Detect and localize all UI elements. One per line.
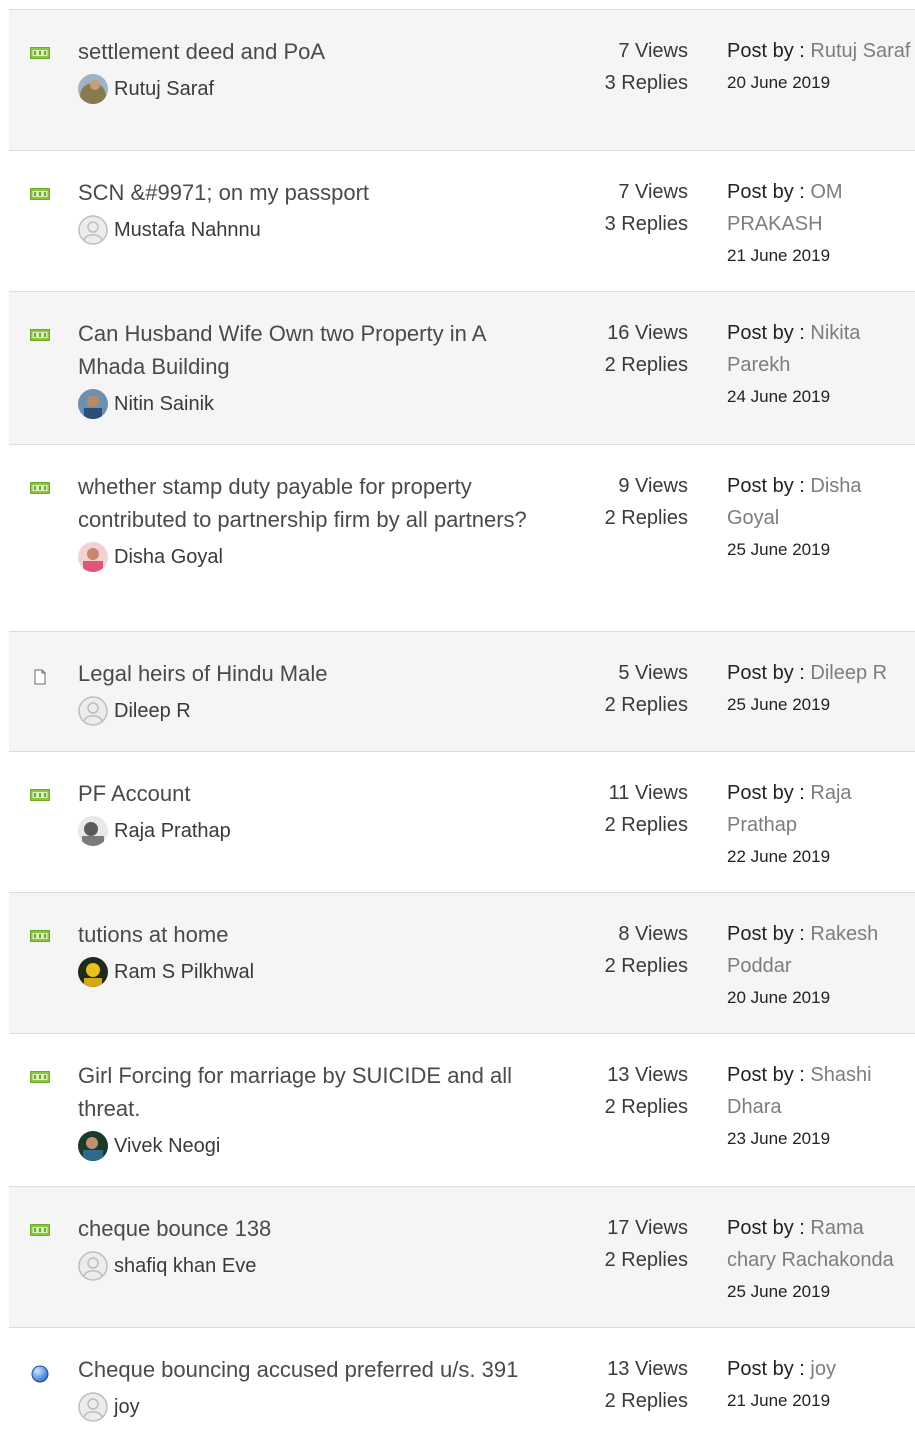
thread-title-link[interactable]: Cheque bouncing accused preferred u/s. 391: [78, 1357, 519, 1382]
thread-topic: [78, 35, 558, 104]
post-date: 20 June 2019: [727, 73, 831, 92]
thread-topic: [78, 1212, 558, 1281]
post-date: 25 June 2019: [727, 1282, 831, 1301]
poster-link[interactable]: Dileep R: [810, 662, 888, 684]
views-label: Views: [635, 1358, 688, 1380]
avatar: [78, 542, 108, 572]
views-label: Views: [635, 475, 688, 497]
replies-count: 2: [604, 1390, 616, 1412]
new-badge-icon: [30, 188, 50, 202]
poster-link[interactable]: Disha Goyal: [727, 475, 862, 529]
post-by-label: Post by :: [727, 662, 805, 684]
new-badge-icon: [30, 1071, 50, 1085]
default-avatar-icon: [78, 1251, 108, 1281]
thread-author[interactable]: [78, 816, 558, 846]
replies-label: Replies: [621, 354, 688, 376]
post-date: 25 June 2019: [727, 695, 831, 714]
thread-topic: [78, 1353, 558, 1422]
default-avatar-icon: [78, 215, 108, 245]
thread-stats: [569, 657, 688, 721]
thread-row: [9, 1328, 915, 1448]
replies-count: 2: [604, 1096, 616, 1118]
thread-title-link[interactable]: whether stamp duty payable for property contributed to partnership firm by all partners?: [78, 474, 527, 532]
thread-meta: [727, 918, 915, 1014]
replies-count: 2: [604, 955, 616, 977]
author-name: Nitin Sainik: [114, 392, 215, 415]
new-badge-icon: [30, 482, 50, 496]
post-date: 21 June 2019: [727, 1391, 831, 1410]
views-count: 17: [607, 1217, 630, 1239]
views-count: 9: [618, 475, 630, 497]
thread-author[interactable]: [78, 389, 558, 419]
replies-label: Replies: [621, 507, 688, 529]
views-label: Views: [635, 923, 688, 945]
author-name: Mustafa Nahnnu: [114, 218, 261, 241]
thread-row: [9, 893, 915, 1034]
replies-label: Replies: [621, 213, 688, 235]
thread-author[interactable]: [78, 696, 558, 726]
thread-title-link[interactable]: Can Husband Wife Own two Property in A Mhada Building: [78, 321, 486, 379]
post-by-label: Post by :: [727, 322, 805, 344]
author-name: joy: [114, 1395, 140, 1418]
post-by-label: Post by :: [727, 923, 805, 945]
thread-topic: [78, 1059, 558, 1161]
thread-title-link[interactable]: Legal heirs of Hindu Male: [78, 661, 328, 686]
question-globe-icon: [30, 1365, 50, 1379]
replies-count: 3: [604, 213, 616, 235]
thread-row: [9, 1187, 915, 1328]
thread-author[interactable]: [78, 1131, 558, 1161]
author-name: Raja Prathap: [114, 819, 231, 842]
thread-topic: [78, 176, 558, 245]
avatar: [78, 1131, 108, 1161]
poster-link[interactable]: joy: [810, 1358, 836, 1380]
default-avatar-icon: [78, 1392, 108, 1422]
thread-meta: [727, 470, 915, 566]
thread-row: [9, 10, 915, 151]
thread-topic: [78, 918, 558, 987]
thread-stats: [569, 317, 688, 381]
new-badge-icon: [30, 329, 50, 343]
thread-title-link[interactable]: Girl Forcing for marriage by SUICIDE and all threat.: [78, 1063, 513, 1121]
replies-count: 3: [604, 72, 616, 94]
thread-stats: [569, 1353, 688, 1417]
new-badge-icon: [30, 789, 50, 803]
document-icon: [30, 669, 50, 683]
new-badge-icon: [30, 1224, 50, 1238]
thread-author[interactable]: [78, 542, 558, 572]
replies-count: 2: [604, 354, 616, 376]
avatar: [78, 74, 108, 104]
thread-stats: [569, 1212, 688, 1276]
thread-meta: [727, 777, 915, 873]
new-badge-icon: [30, 930, 50, 944]
thread-topic: [78, 470, 558, 572]
thread-row: [9, 445, 915, 632]
post-by-label: Post by :: [727, 181, 805, 203]
thread-meta: [727, 657, 915, 721]
thread-title-link[interactable]: cheque bounce 138: [78, 1216, 272, 1241]
post-date: 21 June 2019: [727, 246, 831, 265]
default-avatar-icon: [78, 696, 108, 726]
replies-count: 2: [604, 814, 616, 836]
author-name: Ram S Pilkhwal: [114, 960, 255, 983]
views-count: 13: [607, 1064, 630, 1086]
replies-label: Replies: [621, 1096, 688, 1118]
replies-label: Replies: [621, 955, 688, 977]
thread-stats: [569, 35, 688, 99]
thread-author[interactable]: [78, 957, 558, 987]
thread-author[interactable]: [78, 1392, 558, 1422]
replies-label: Replies: [621, 1249, 688, 1271]
views-label: Views: [635, 1064, 688, 1086]
thread-meta: [727, 1059, 915, 1155]
views-count: 8: [618, 923, 630, 945]
thread-title-link[interactable]: SCN &#9971; on my passport: [78, 180, 370, 205]
views-count: 11: [608, 782, 630, 804]
post-date: 23 June 2019: [727, 1129, 831, 1148]
post-by-label: Post by :: [727, 1217, 805, 1239]
post-date: 25 June 2019: [727, 540, 831, 559]
thread-topic: [78, 657, 558, 726]
views-label: Views: [635, 181, 688, 203]
poster-link[interactable]: Rutuj Saraf: [810, 40, 911, 62]
poster-link[interactable]: Shashi Dhara: [727, 1064, 872, 1118]
replies-label: Replies: [621, 72, 688, 94]
post-by-label: Post by :: [727, 40, 805, 62]
views-label: Views: [635, 1217, 688, 1239]
thread-title-link[interactable]: PF Account: [78, 781, 191, 806]
thread-topic: [78, 777, 558, 846]
views-count: 5: [618, 662, 630, 684]
replies-count: 2: [604, 1249, 616, 1271]
post-by-label: Post by :: [727, 1358, 805, 1380]
post-by-label: Post by :: [727, 475, 805, 497]
author-name: shafiq khan Eve: [114, 1254, 257, 1277]
replies-label: Replies: [621, 1390, 688, 1412]
author-name: Disha Goyal: [114, 545, 223, 568]
thread-topic: [78, 317, 558, 419]
replies-count: 2: [604, 694, 616, 716]
post-date: 22 June 2019: [727, 847, 831, 866]
poster-link[interactable]: Nikita Parekh: [727, 322, 861, 376]
replies-count: 2: [604, 507, 616, 529]
thread-meta: [727, 176, 915, 272]
avatar: [78, 816, 108, 846]
thread-stats: [569, 470, 688, 534]
thread-meta: [727, 317, 915, 413]
thread-meta: [727, 1353, 915, 1417]
thread-row: [9, 151, 915, 292]
post-by-label: Post by :: [727, 1064, 805, 1086]
poster-link[interactable]: Rama chary Rachakonda: [727, 1217, 894, 1271]
thread-stats: [569, 1059, 688, 1123]
avatar: [78, 389, 108, 419]
author-name: Rutuj Saraf: [114, 77, 215, 100]
replies-label: Replies: [621, 814, 688, 836]
author-name: Vivek Neogi: [114, 1134, 221, 1157]
thread-stats: [569, 777, 688, 841]
replies-label: Replies: [621, 694, 688, 716]
post-date: 20 June 2019: [727, 988, 831, 1007]
views-label: Views: [635, 782, 688, 804]
views-label: Views: [635, 322, 688, 344]
thread-row: [9, 632, 915, 752]
thread-row: [9, 1034, 915, 1187]
views-count: 7: [618, 181, 630, 203]
thread-author[interactable]: [78, 1251, 558, 1281]
views-label: Views: [635, 40, 688, 62]
post-by-label: Post by :: [727, 782, 805, 804]
thread-stats: [569, 918, 688, 982]
views-count: 16: [607, 322, 630, 344]
thread-stats: [569, 176, 688, 240]
poster-link[interactable]: Raja Prathap: [727, 782, 852, 836]
thread-row: [9, 752, 915, 893]
poster-link[interactable]: OM PRAKASH: [727, 181, 843, 235]
thread-title-link[interactable]: tutions at home: [78, 922, 229, 947]
thread-list: [9, 9, 915, 1448]
thread-row: [9, 292, 915, 445]
views-count: 7: [618, 40, 630, 62]
author-name: Dileep R: [114, 699, 191, 722]
thread-author[interactable]: [78, 215, 558, 245]
post-date: 24 June 2019: [727, 387, 831, 406]
thread-title-link[interactable]: settlement deed and PoA: [78, 39, 326, 64]
views-count: 13: [607, 1358, 630, 1380]
views-label: Views: [635, 662, 688, 684]
avatar: [78, 957, 108, 987]
thread-meta: [727, 35, 915, 99]
thread-author[interactable]: [78, 74, 558, 104]
poster-link[interactable]: Rakesh Poddar: [727, 923, 879, 977]
new-badge-icon: [30, 47, 50, 61]
thread-meta: [727, 1212, 915, 1308]
